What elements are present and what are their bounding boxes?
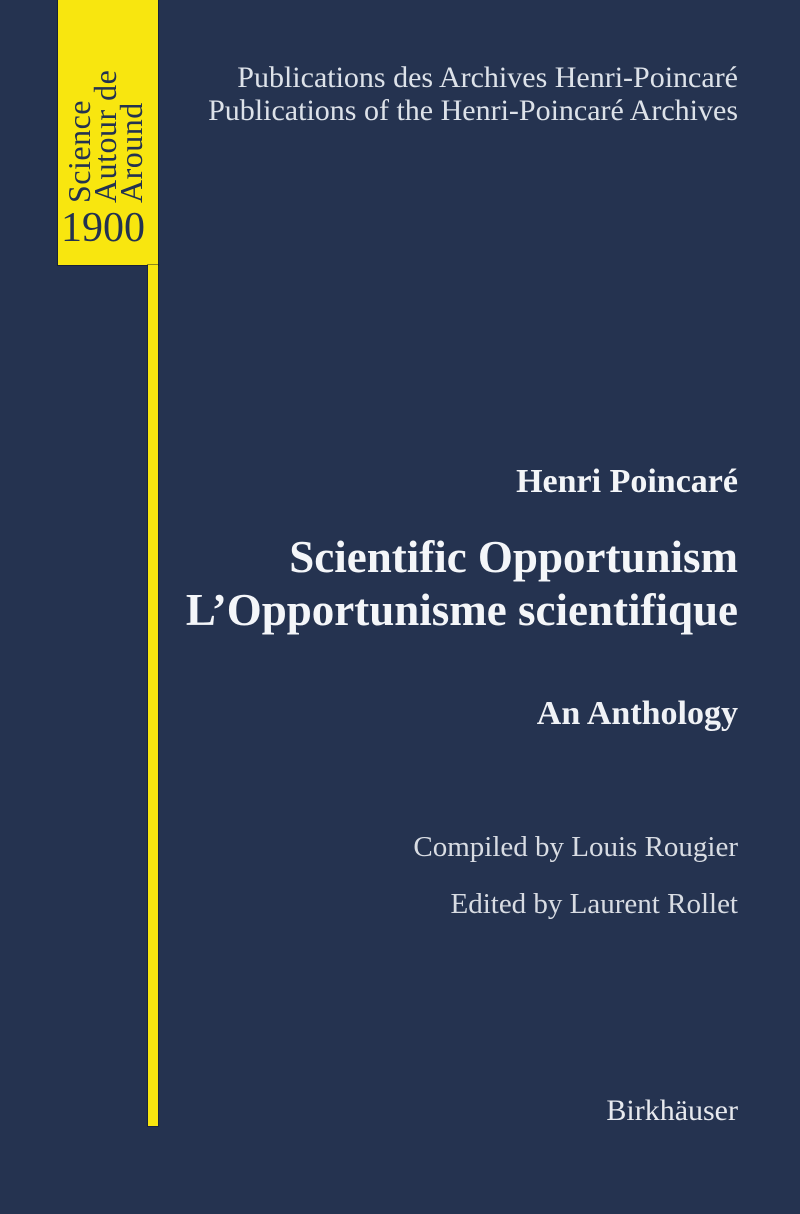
title-line-english: Scientific Opportunism bbox=[289, 532, 738, 582]
imprint-line-english: Publications of the Henri-Poincaré Archives bbox=[208, 94, 738, 127]
book-title bbox=[186, 531, 738, 637]
publisher-name: Birkhäuser bbox=[606, 1094, 738, 1127]
title-line-french: L’Opportunisme scientifique bbox=[185, 585, 738, 635]
compiler-credit: Compiled by Louis Rougier bbox=[413, 831, 738, 863]
series-year: 1900 bbox=[61, 205, 145, 251]
series-title-vertical bbox=[61, 53, 149, 203]
subtitle: An Anthology bbox=[536, 695, 738, 732]
editor-credit: Edited by Laurent Rollet bbox=[450, 888, 738, 920]
series-banner bbox=[58, 0, 158, 265]
imprint-header bbox=[208, 61, 738, 127]
imprint-line-french: Publications des Archives Henri-Poincaré bbox=[237, 61, 738, 94]
author-name: Henri Poincaré bbox=[516, 463, 738, 500]
series-stripe-line bbox=[148, 265, 158, 1126]
series-line-english: Around bbox=[113, 102, 149, 203]
series-line-french-1: Science bbox=[61, 100, 97, 203]
series-line-french-2: Autour de bbox=[87, 69, 123, 203]
